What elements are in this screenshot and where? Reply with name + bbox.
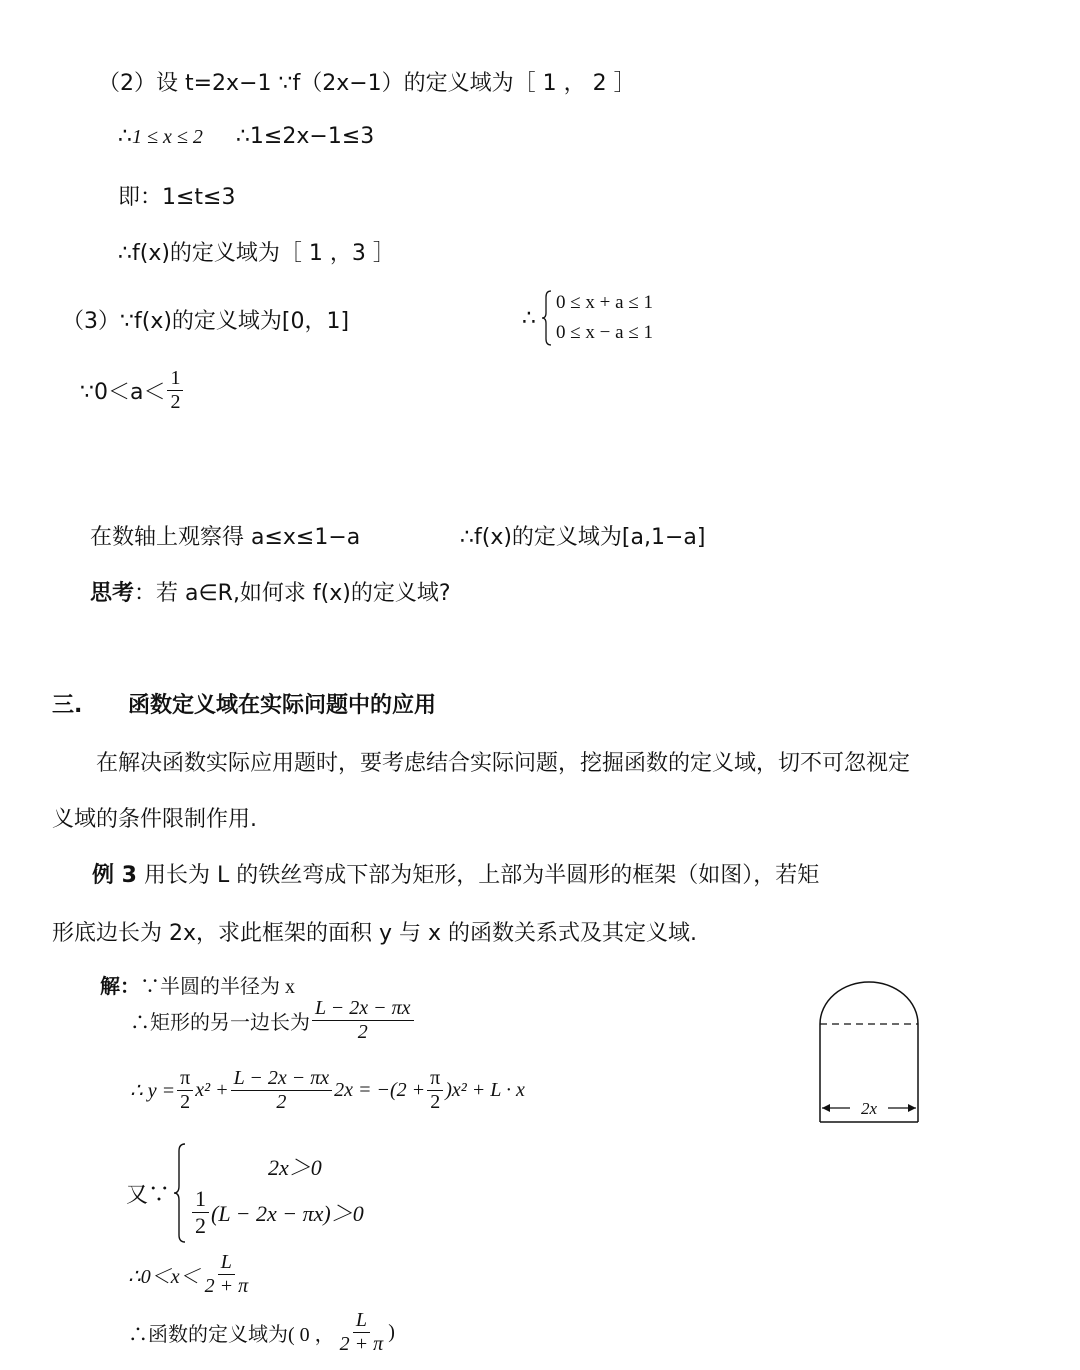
- fraction-one-half: [192, 1187, 209, 1236]
- frac-num: π: [177, 1068, 193, 1091]
- frac-num: L − 2x − πx: [312, 998, 414, 1021]
- frac-num: L: [353, 1310, 370, 1333]
- frac-num: 1: [167, 368, 183, 391]
- frac-den: 2: [170, 391, 181, 413]
- frac-num: 1: [192, 1187, 209, 1212]
- part2-line3: 即：1≤t≤3: [118, 185, 236, 210]
- arrow-right-icon: [908, 1104, 916, 1112]
- observe-result: ∴f(x)的定义域为[a,1−a]: [460, 525, 706, 550]
- fraction-side-length: [231, 1068, 333, 1113]
- area-mid2: 2x = −(2 +: [334, 1079, 426, 1101]
- section-paragraph-line2: 义域的条件限制作用.: [52, 807, 257, 832]
- fraction-side-length: [312, 998, 414, 1043]
- frac-den: 2 + π: [204, 1275, 249, 1297]
- think-line: [90, 576, 451, 607]
- solution-line2: [130, 998, 416, 1043]
- constraint-2-expr: (L − 2x − πx)＞0: [211, 1200, 364, 1226]
- fraction-one-half: [167, 368, 183, 413]
- condition-prefix: ∵0＜a＜: [80, 380, 166, 405]
- solution-radius: ∵半圆的半径为 x: [140, 976, 295, 998]
- part3-line1: （3）∵f(x)的定义域为[0，1]: [62, 309, 350, 334]
- range-prefix: ∴0＜x＜: [128, 1266, 200, 1288]
- solution-line3: [130, 1068, 525, 1113]
- think-label: 思考: [90, 581, 135, 606]
- area-mid: x² +: [195, 1079, 229, 1101]
- fraction-L-over-2pi: [337, 1310, 387, 1355]
- frac-den: 2: [180, 1091, 191, 1113]
- arrow-left-icon: [822, 1104, 830, 1112]
- fraction-L-over-2pi: [202, 1252, 252, 1297]
- example-label: 例 3: [92, 863, 137, 888]
- solution-side-prefix: ∴矩形的另一边长为: [130, 1012, 310, 1034]
- area-prefix: ∴ y =: [130, 1080, 176, 1102]
- semicircle-arc: [820, 982, 918, 1024]
- domain-suffix: ): [388, 1321, 395, 1343]
- solution-line4: [126, 1142, 364, 1244]
- frac-num: L: [218, 1252, 235, 1275]
- part2-line1: （2）设 t=2x−1 ∵f（2x−1）的定义域为［ 1 ， 2 ］: [98, 71, 636, 96]
- constraint-1: 2x＞0: [268, 1155, 322, 1181]
- frac-den: 2: [195, 1212, 207, 1238]
- inequality-x: 1 ≤ x ≤ 2: [132, 126, 203, 148]
- left-brace: [174, 1142, 186, 1244]
- inequality-2x-1: ∴1≤2x−1≤3: [235, 124, 375, 149]
- frac-num: π: [427, 1068, 443, 1091]
- part2-line4: ∴f(x)的定义域为［ 1 ，3 ］: [118, 241, 395, 266]
- solution-label: 解：: [100, 976, 140, 998]
- frame-figure: [812, 976, 928, 1128]
- solution-line5: [128, 1252, 253, 1297]
- dimension-label: 2x: [860, 1099, 878, 1118]
- therefore-symbol: ∴: [522, 305, 536, 331]
- example3-line2: 形底边长为 2x，求此框架的面积 y 与 x 的函数关系式及其定义域.: [52, 921, 698, 946]
- solution-line6: [128, 1310, 395, 1355]
- example-text: 用长为 L 的铁丝弯成下部为矩形，上部为半圆形的框架（如图），若矩: [136, 863, 820, 888]
- fraction-pi-half: [427, 1068, 443, 1113]
- frac-den: 2: [430, 1091, 441, 1113]
- part3-condition: [80, 368, 185, 413]
- fraction-pi-half: [177, 1068, 193, 1113]
- frac-num: L − 2x − πx: [231, 1068, 333, 1091]
- system-eq1: 0 ≤ x + a ≤ 1: [556, 292, 654, 313]
- observe-line: 在数轴上观察得 a≤x≤1−a: [90, 525, 361, 550]
- section-title: 函数定义域在实际问题中的应用: [128, 693, 437, 718]
- section-paragraph-line1: 在解决函数实际应用题时，要考虑结合实际问题，挖掘函数的定义域，切不可忽视定: [96, 751, 911, 776]
- system-eq2: 0 ≤ x − a ≤ 1: [556, 322, 654, 343]
- part3-system: [522, 288, 653, 348]
- think-text: ：若 a∈R,如何求 f(x)的定义域?: [134, 581, 451, 606]
- left-brace: [542, 289, 552, 347]
- therefore-symbol: ∴: [118, 124, 132, 149]
- frac-den: 2: [276, 1091, 287, 1113]
- area-tail: )x² + L · x: [445, 1079, 525, 1101]
- constraint-2: [190, 1187, 364, 1236]
- section-number: 三.: [52, 693, 83, 718]
- example3-line1: [92, 858, 819, 889]
- frac-den: 2: [357, 1021, 368, 1043]
- part2-line2: [118, 124, 374, 149]
- domain-prefix: ∴函数的定义域为( 0 ，: [128, 1324, 335, 1346]
- constraint-prefix: 又∵: [126, 1181, 171, 1207]
- solution-line1: [100, 970, 295, 999]
- frac-den: 2 + π: [339, 1333, 384, 1355]
